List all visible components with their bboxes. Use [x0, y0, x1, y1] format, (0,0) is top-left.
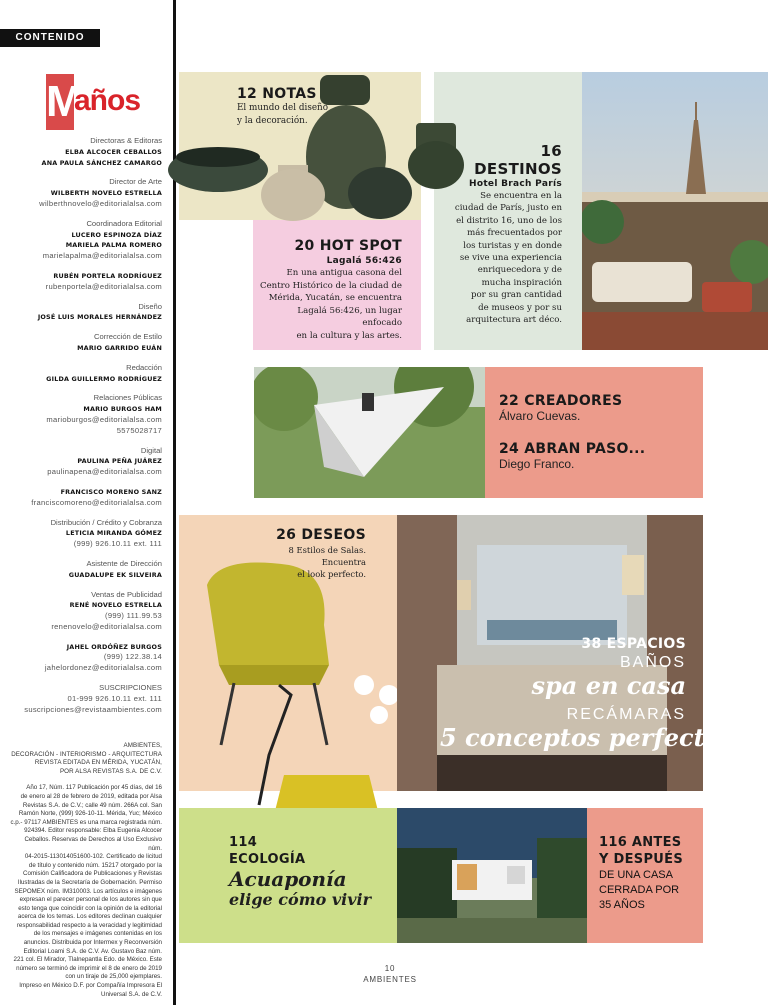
desc-line: de museos y por su [478, 302, 562, 313]
espacios-title: 38 ESPACIOS [581, 636, 686, 652]
credit-role: Distribución / Crédito y Cobranza [50, 517, 162, 527]
deseos-desc: Encuentra [321, 557, 366, 568]
publisher-line: REVISTA EDITADA EN MÉRIDA, YUCATÁN, [34, 759, 162, 767]
espacios-recamaras: RECÁMARAS [566, 706, 686, 723]
credit-group [10, 559, 162, 581]
credit-contact: marioburgos@editorialalsa.com [46, 414, 162, 424]
desc-line: Lagalá 56:426, un lugar enfocado [297, 305, 402, 329]
legal-line: Impreso en México D.F. por Compañía Impresora El [19, 982, 162, 990]
ecologia-script2: elige cómo vivir [229, 890, 372, 909]
legal-line: 04-2015-113014051600-102. Certificado de licitud [24, 853, 162, 861]
abran-name: Diego Franco. [499, 457, 575, 471]
credit-group [10, 271, 162, 293]
legal-line: Revistas S.A. de C.V.; calle 49 núm. 266A col. San [22, 801, 162, 809]
publisher-info [10, 742, 162, 999]
credit-group [10, 487, 162, 509]
credit-name: FRANCISCO MORENO SANZ [60, 487, 162, 496]
desc-line: mucha inspiración [481, 277, 562, 288]
legal-line: Ramón Norte, (999) 926-10-11. Mérida, Yuc; México [18, 810, 162, 818]
deseos-desc: 8 Estilos de Salas. [288, 545, 366, 555]
legal-line: número se terminó de imprimir el 8 de enero de 2019 [16, 964, 162, 972]
logo-word: años [74, 84, 141, 117]
hotspot-desc [258, 267, 402, 343]
publisher-line: POR ALSA REVISTAS S.A. DE C.V. [59, 767, 162, 775]
credit-contact: jahelordonez@editorialalsa.com [44, 663, 162, 673]
sculpture-photo [254, 367, 485, 498]
credit-group [10, 393, 162, 436]
creadores-title: 22 CREADORES [499, 393, 623, 409]
hotspot-title: 20 HOT SPOT [294, 238, 402, 254]
credit-contact: marielapalma@editorialalsa.com [42, 251, 162, 261]
antes-title: Y DESPUÉS [599, 852, 684, 867]
credit-contact: franciscomoreno@editorialalsa.com [31, 497, 162, 507]
destinos-entry[interactable] [440, 142, 562, 326]
credit-name: LETICIA MIRANDA GÓMEZ [65, 529, 162, 538]
deseos-entry[interactable] [256, 526, 366, 581]
creadores-entry[interactable] [499, 393, 622, 423]
deseos-desc: el look perfecto. [297, 569, 366, 580]
legal-line: de enero al 28 de febrero de 2019, editada por Alsa [20, 792, 162, 800]
credit-group [10, 446, 162, 478]
credit-role: Relaciones Públicas [93, 393, 162, 403]
credit-role: Coordinadora Editorial [86, 218, 162, 228]
desc-line: enriquecedora y de [477, 265, 562, 276]
credit-group [10, 683, 162, 715]
destinos-title: DESTINOS [474, 160, 562, 178]
credit-contact: (999) 111.99.53 [105, 611, 162, 621]
credit-group [10, 302, 162, 324]
desc-line: Mérida, Yucatán, se encuentra [268, 293, 402, 304]
legal-line: Comisión Calificadora de Publicaciones y Revistas [23, 870, 162, 878]
credit-contact: (999) 122.38.14 [103, 652, 162, 662]
credit-contact: rubenportela@editorialalsa.com [45, 281, 162, 291]
ecologia-entry[interactable] [229, 834, 371, 910]
antes-desc: 35 AÑOS [599, 899, 645, 911]
legal-line: esto tenga que coincidir con la opinión de la editorial [18, 904, 162, 912]
legal-line: acerca de los temas. Los editores declinan cualquier [17, 913, 162, 921]
credit-contact: paulinapena@editorialalsa.com [47, 467, 162, 477]
desc-line: Se encuentra en la [480, 191, 562, 201]
desc-line: los turistas y en donde [463, 240, 562, 251]
credit-role: Diseño [138, 301, 162, 311]
desc-line: más frecuentados por [467, 228, 562, 239]
notas-title: 12 NOTAS [237, 86, 317, 102]
legal-line: 924394. Editor responsable: Elba Eugenia Alcocer [24, 827, 162, 835]
desc-line: el distrito 16, uno de los [456, 215, 562, 226]
ecologia-script1: Acuaponía [229, 867, 347, 891]
creadores-name: Álvaro Cuevas. [499, 409, 581, 423]
antes-desc: DE UNA CASA [599, 869, 673, 881]
anniversary-logo [46, 70, 162, 134]
legal-line: 221 col. El Mirador, Tlalnepantla Edo. de México. Este [13, 956, 162, 964]
section-tag: CONTENIDO [0, 29, 100, 47]
desc-line: arquitectura art déco. [466, 315, 562, 326]
destinos-subtitle: Hotel Brach París [469, 179, 562, 189]
credit-name: WILBERTH NOVELO ESTRELLA [50, 189, 162, 198]
legal-line: responsabilidad respecto a la veracidad y legitimidad [16, 921, 162, 929]
credit-name: RUBÉN PORTELA RODRÍGUEZ [53, 271, 162, 280]
desc-line: En una antigua casona del [286, 268, 402, 278]
ecologia-number: 114 [229, 835, 258, 850]
hotspot-subtitle: Lagalá 56:426 [326, 256, 402, 266]
desc-line: por su gran cantidad [471, 290, 562, 301]
credit-role: Ventas de Publicidad [91, 589, 162, 599]
credit-group [10, 177, 162, 209]
legal-line: Ceballos. Reservas de Derechos al Uso Exclusivo núm. [24, 835, 162, 852]
legal-line: SEPOMEX núm. IM310003. Los artículos e imágenes [14, 887, 162, 895]
page-footer [360, 963, 420, 985]
house-photo [397, 808, 587, 943]
credit-contact: suscripciones@revistaambientes.com [24, 704, 162, 714]
magazine-name: AMBIENTES [363, 975, 417, 984]
credit-name: JOSÉ LUIS MORALES HERNÁNDEZ [37, 313, 162, 322]
antes-title: 116 ANTES [599, 835, 682, 850]
legal-line: con un tiraje de 25,000 ejemplares. [65, 973, 162, 981]
credit-role: SUSCRIPCIONES [99, 683, 162, 693]
credit-role: Director de Arte [109, 177, 162, 187]
legal-text [10, 784, 162, 999]
credit-group [10, 219, 162, 262]
espacios-banos: BAÑOS [619, 654, 686, 671]
logo-letter: M [46, 74, 74, 130]
abran-entry[interactable] [499, 441, 645, 471]
legal-line: Año 17, Núm. 117 Publicación por 45 días, del 16 [26, 784, 162, 792]
notas-desc: y la decoración. [237, 116, 308, 127]
legal-line: c.p.- 97117 AMBIENTES es una marca registrada núm. [10, 818, 162, 826]
legal-line: de título y contenido núm. 15217 otorgado por la [28, 861, 162, 869]
hotspot-entry[interactable] [258, 237, 402, 343]
credit-role: Redacción [126, 362, 162, 372]
credit-contact: (999) 926.10.11 ext. 111 [73, 539, 162, 549]
notas-desc: El mundo del diseño [237, 103, 329, 113]
credit-name: MARIELA PALMA ROMERO [65, 241, 162, 250]
credit-group [10, 136, 162, 168]
credit-role: Corrección de Estilo [94, 332, 162, 342]
credit-role: Directoras & Editoras [90, 136, 162, 145]
publisher-line: AMBIENTES, [123, 742, 162, 749]
legal-line: Editorial Loami S.A. de C.V. Av. Gustavo Baz núm. [23, 947, 162, 955]
destinos-number: 16 [540, 142, 562, 160]
credit-name: PAULINA PEÑA JUÁREZ [77, 457, 162, 466]
credit-name: MARIO BURGOS HAM [83, 405, 162, 414]
credit-role: Digital [140, 445, 162, 455]
credit-name: LUCERO ESPINOZA DÍAZ [71, 230, 162, 239]
credit-name: MARIO GARRIDO EUÁN [77, 343, 162, 352]
credit-contact: 5575028717 [116, 425, 162, 435]
espacios-spa: spa en casa [531, 671, 686, 700]
paris-terrace-photo [582, 72, 768, 350]
credit-contact: wilberthnovelo@editorialalsa.com [39, 198, 162, 208]
desc-line: ciudad de París, justo en [454, 203, 562, 214]
antes-desc: CERRADA POR [599, 884, 680, 896]
credits-list [10, 136, 162, 724]
credit-group [10, 642, 162, 674]
credit-group [10, 590, 162, 633]
desc-line: en la cultura y las artes. [296, 330, 402, 341]
espacios-entry[interactable] [440, 636, 735, 752]
deseos-title: 26 DESEOS [276, 527, 366, 543]
credit-name: GILDA GUILLERMO RODRÍGUEZ [46, 374, 162, 383]
destinos-desc [440, 190, 562, 326]
legal-line: anuncios. Distribuida por Intermex y Reconversión [23, 939, 162, 947]
credit-name: JAHEL ORDÓÑEZ BURGOS [66, 642, 162, 651]
notas-entry[interactable] [237, 86, 328, 128]
page-number: 10 [384, 964, 396, 973]
legal-line: expresan el parecer personal de los autores sin que [19, 896, 162, 904]
legal-line: Universal S.A. de C.V. [101, 990, 162, 998]
espacios-conceptos: 5 conceptos perfectos [440, 723, 735, 752]
ecologia-title: ECOLOGÍA [229, 852, 306, 867]
credit-group [10, 332, 162, 354]
publisher-line: DECORACIÓN - INTERIORISMO - ARQUITECTURA [11, 750, 162, 758]
abran-title: 24 ABRAN PASO... [499, 441, 646, 457]
credit-contact: 01-999 926.10.11 ext. 111 [67, 693, 162, 703]
antes-entry[interactable] [599, 834, 683, 913]
credit-group [10, 518, 162, 550]
creadores-panel [485, 367, 703, 498]
credit-group [10, 363, 162, 385]
credit-name: ELBA ALCOCER CEBALLOS [65, 147, 162, 156]
desc-line: Centro Histórico de la ciudad de [260, 280, 402, 291]
credit-name: RENÉ NOVELO ESTRELLA [69, 601, 162, 610]
credit-name: GUADALUPE EK SILVEIRA [68, 570, 162, 579]
desc-line: se vive una experiencia [459, 253, 562, 264]
legal-line: de los mensajes e imágenes contenidas en los [33, 930, 162, 938]
credit-role: Asistente de Dirección [86, 558, 162, 568]
legal-line: Ilustradas de la Secretaría de Gobernación. Permiso [17, 878, 162, 886]
credit-contact: renenovelo@editorialalsa.com [51, 621, 162, 631]
credit-name: ANA PAULA SÁNCHEZ CAMARGO [41, 158, 162, 167]
